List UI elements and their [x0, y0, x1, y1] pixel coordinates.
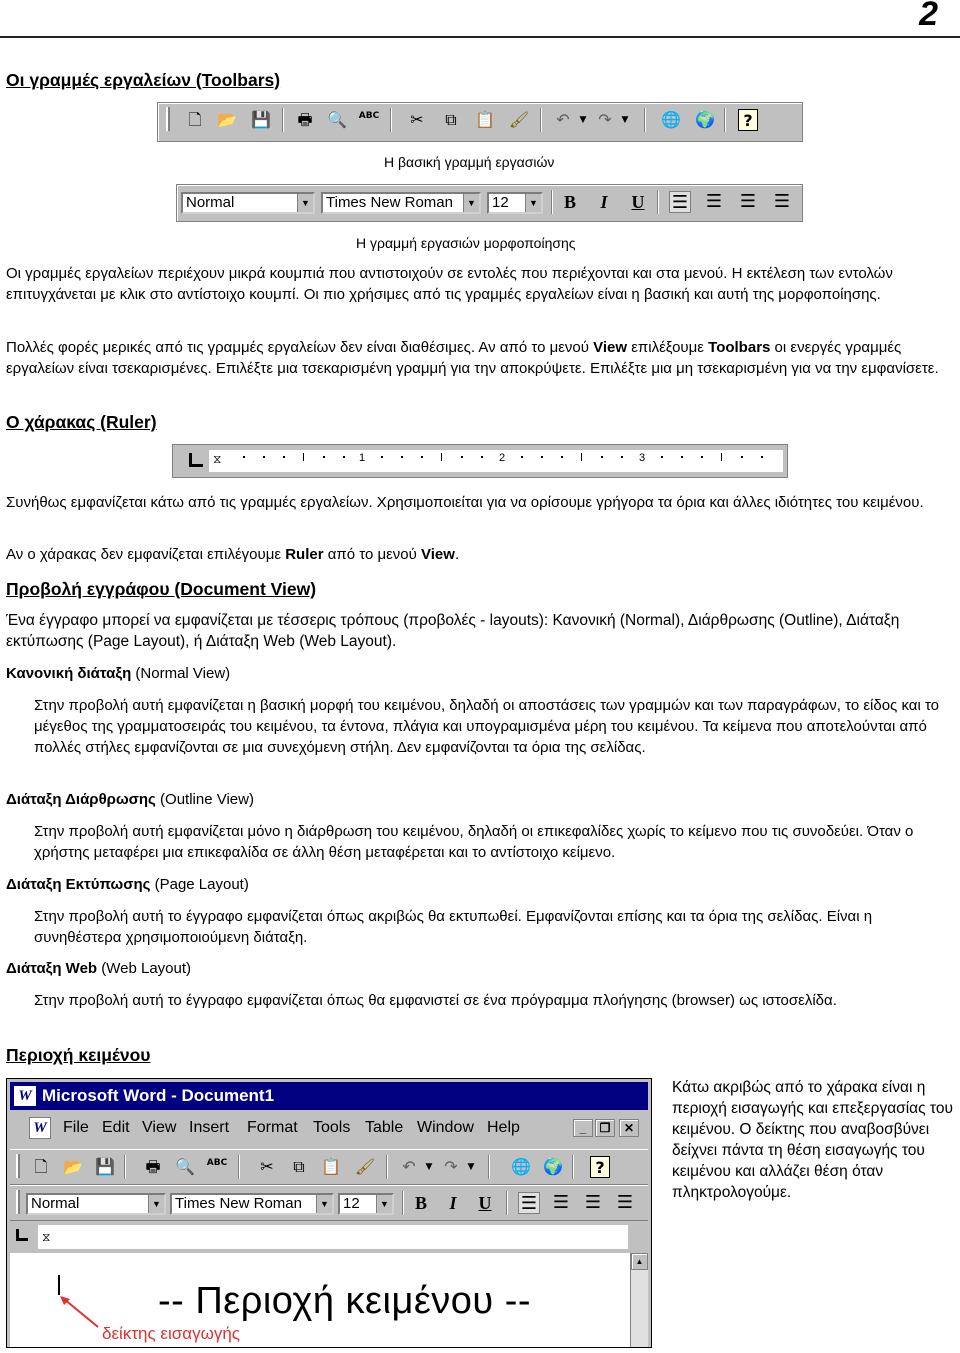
align-left-icon: ☰: [669, 191, 691, 213]
menu-file: File: [63, 1119, 89, 1136]
copy-icon: ⧉: [293, 1157, 305, 1176]
tab-stop-icon: [16, 1229, 28, 1241]
copy-icon: ⧉: [445, 110, 457, 129]
tab-stop-icon: [189, 453, 203, 467]
ruler-paragraph-1: Συνήθως εμφανίζεται κάτω από τις γραμμές εργαλείων. Χρησιμοποιείται για να ορίσουμε γρήγορα τα όρια και άλλες ιδιότητες του κειμένου.: [6, 494, 924, 511]
print-icon: 🖶: [297, 110, 313, 129]
undo-icon: ↶: [556, 110, 570, 129]
ruler-number: 1: [359, 452, 366, 464]
normal-view-text: Στην προβολή αυτή εμφανίζεται η βασική μορφή του κειμένου, δηλαδή οι αποστάσεις των γραμμών και των παραγράφων, το είδος και το μέγεθος της γραμματοσειράς του κειμένου, τα έντονα, πλάγια και υπογραμισμένα μέρη του κειμένου. Τα κείμενα που αποτελούνται από πολλές στήλες εμφανίζονται σε μια συνεχόμενη στήλη. Δεν εμφανίζονται τα όρια της σελίδας.: [34, 697, 939, 756]
print-layout-title: Διάταξη Εκτύπωσης (Page Layout): [6, 876, 249, 893]
normal-view-title: Κανονική διάταξη (Normal View): [6, 665, 231, 682]
word-logo-icon: W: [14, 1086, 36, 1106]
font-value: Times New Roman: [326, 194, 453, 211]
italic-icon: I: [600, 192, 608, 212]
formatting-toolbar-image: [176, 184, 803, 222]
print-layout-text: Στην προβολή αυτή το έγγραφο εμφανίζεται όπως ακριβώς θα εκτυπωθεί. Εμφανίζονται επίσης και τα όρια της σελίδας. Είναι η συνηθέστερα χρησιμοποιούμενη διάταξη.: [34, 908, 873, 946]
standard-toolbar-caption: Η βασική γραμμή εργασιών: [384, 154, 555, 170]
document-icon: W: [29, 1117, 51, 1139]
align-right-icon: ☰: [739, 191, 757, 212]
indent-marker-icon: ⧖: [213, 452, 222, 466]
justify-icon: ☰: [773, 191, 791, 212]
underline-icon: U: [478, 1193, 492, 1213]
ruler-image: [172, 444, 788, 478]
redo-icon: ↷: [598, 110, 612, 129]
redo-dropdown-icon: ▼: [467, 1162, 475, 1172]
document-view-heading: Προβολή εγγράφου (Document View): [6, 579, 317, 599]
hyperlink-icon: 🌐: [511, 1157, 531, 1176]
paste-icon: 📋: [321, 1157, 341, 1176]
spelling-icon: ABC: [358, 111, 380, 121]
close-icon: ✕: [619, 1119, 639, 1137]
new-document-icon: 🗋: [34, 1157, 48, 1176]
window-formatting-toolbar: [10, 1185, 648, 1221]
print-icon: 🖶: [145, 1157, 161, 1176]
style-combo: Normal ▼: [26, 1193, 166, 1215]
ruler-number: 3: [639, 452, 646, 464]
save-icon: 💾: [251, 110, 271, 129]
underline-icon: U: [631, 192, 645, 212]
spelling-icon: ABC: [206, 1158, 228, 1168]
pointer-arrow-icon: [50, 1293, 110, 1333]
toolbars-heading: Οι γραμμές εργαλείων (Toolbars): [6, 70, 281, 90]
cut-icon: ✂: [410, 110, 424, 129]
size-value: 12: [492, 194, 509, 211]
menu-window: Window: [417, 1119, 474, 1136]
hyperlink-icon: 🌐: [661, 110, 681, 129]
window-ruler: [10, 1223, 630, 1251]
document-area: [10, 1253, 630, 1347]
toolbars-paragraph-1: Οι γραμμές εργαλείων περιέχουν μικρά κουμπιά που αντιστοιχούν σε εντολές που περιέχονται και στα μενού. Η εκτέλεση των εντολών επιτυγχάνεται με κλικ στο αντίστοιχο κουμπί. Οι πιο χρήσιμες από τις γραμμές εργαλείων είναι η βασική και αυτή της μορφοποίησης.: [6, 265, 893, 303]
web-layout-title: Διάταξη Web (Web Layout): [6, 960, 192, 977]
save-icon: 💾: [95, 1157, 115, 1176]
text-area-heading: Περιοχή κειμένου: [6, 1045, 151, 1065]
vertical-scrollbar: [630, 1253, 648, 1347]
align-center-icon: ☰: [552, 1192, 570, 1213]
web-layout-text: Στην προβολή αυτή το έγγραφο εμφανίζεται όπως θα εμφανιστεί σε ένα πρόγραμμα πλοήγησης (browser) ως ιστοσελίδα.: [34, 992, 837, 1009]
undo-dropdown-icon: ▼: [425, 1162, 433, 1172]
bold-icon: B: [563, 192, 576, 212]
minimize-icon: _: [573, 1119, 593, 1137]
standard-toolbar-image: [157, 102, 803, 142]
outline-view-text: Στην προβολή αυτή εμφανίζεται μόνο η διάρθρωση του κειμένου, δηλαδή οι επικεφαλίδες χωρίς το κείμενο που τις συνοδεύει. Όταν ο χρήστης μεταφέρει μια επικεφαλίδα σε άλλη θέση μεταφέρεται και το αντίστοιχο κείμενο.: [34, 823, 914, 861]
text-area-caption: Κάτω ακριβώς από το χάρακα είναι η περιοχή εισαγωγής και επεξεργασίας του κειμένου. Ο δείκτης που αναβοσβύνει δείχνει πάντα τη θέση εισαγωγής του κειμένου και αλλάζει θέση όταν πληκτρολογούμε.: [672, 1079, 953, 1201]
outline-view-title: Διάταξη Διάρθρωσης (Outline View): [6, 791, 254, 808]
word-window-screenshot: [6, 1078, 652, 1348]
align-left-icon: ☰: [518, 1192, 540, 1214]
ruler-number: 2: [499, 452, 506, 464]
menu-tools: Tools: [313, 1119, 351, 1136]
scroll-up-icon: ▲: [631, 1253, 648, 1270]
redo-icon: ↷: [444, 1157, 458, 1176]
window-title-bar: [10, 1082, 648, 1110]
menu-edit: Edit: [102, 1119, 130, 1136]
document-text-area-label: -- Περιοχή κειμένου --: [158, 1280, 532, 1322]
window-standard-toolbar: [10, 1149, 648, 1185]
page-number: 2: [919, 0, 938, 33]
font-combo: [321, 192, 481, 214]
menu-help: Help: [487, 1119, 520, 1136]
help-icon: ?: [590, 1156, 610, 1178]
menu-format: Format: [247, 1119, 298, 1136]
window-title: Microsoft Word - Document1: [42, 1086, 275, 1105]
menu-table: Table: [365, 1119, 404, 1136]
undo-dropdown-icon: ▼: [579, 115, 587, 125]
align-center-icon: ☰: [705, 191, 723, 212]
style-combo: [181, 192, 315, 214]
style-value: Normal: [186, 194, 235, 211]
open-folder-icon: 📂: [63, 1157, 83, 1176]
chevron-down-icon: ▼: [525, 194, 541, 212]
redo-dropdown-icon: ▼: [621, 115, 629, 125]
restore-icon: ❐: [595, 1119, 615, 1137]
menu-insert: Insert: [189, 1119, 230, 1136]
justify-icon: ☰: [616, 1192, 634, 1213]
menu-view: View: [142, 1119, 177, 1136]
paste-icon: 📋: [475, 110, 495, 129]
italic-icon: I: [449, 1193, 457, 1213]
open-folder-icon: 📂: [217, 110, 237, 129]
size-combo: 12 ▼: [338, 1193, 394, 1215]
ruler-paragraph-2: Αν ο χάρακας δεν εμφανίζεται επιλέγουμε Ruler από το μενού View.: [6, 546, 460, 563]
size-combo: [487, 192, 543, 214]
format-painter-icon: 🖌: [354, 1157, 376, 1176]
web-toolbar-icon: 🌍: [695, 110, 715, 129]
insertion-cursor: [58, 1275, 60, 1295]
header-rule: [0, 36, 960, 38]
help-icon: ?: [738, 109, 758, 131]
formatting-toolbar-caption: Η γραμμή εργασιών μορφοποίησης: [356, 235, 576, 251]
insertion-pointer-label: δείκτης εισαγωγής: [102, 1324, 241, 1343]
bold-icon: B: [414, 1193, 427, 1213]
toolbars-paragraph-2: Πολλές φορές μερικές από τις γραμμές εργαλείων δεν είναι διαθέσιμες. Αν από το μενού View επιλέξουμε Toolbars οι ενεργές γραμμές εργαλείων είναι τσεκαρισμένες. Επιλέξτε μια τσεκαρισμένη γραμμή για την αποκρύψετε. Επιλέξτε μια μη τσεκαρισμένη για να την εμφανίσετε.: [6, 339, 939, 377]
print-preview-icon: 🔍: [327, 110, 347, 129]
print-preview-icon: 🔍: [175, 1157, 195, 1176]
new-document-icon: 🗋: [188, 110, 202, 129]
indent-marker-icon: ⧖: [42, 1230, 51, 1244]
font-combo: Times New Roman ▼: [170, 1193, 334, 1215]
format-painter-icon: 🖌: [508, 110, 530, 129]
undo-icon: ↶: [402, 1157, 416, 1176]
web-toolbar-icon: 🌍: [543, 1157, 563, 1176]
cut-icon: ✂: [260, 1157, 274, 1176]
chevron-down-icon: ▼: [297, 194, 313, 212]
ruler-heading: Ο χάρακας (Ruler): [6, 412, 157, 432]
document-view-intro: Ένα έγγραφο μπορεί να εμφανίζεται με τέσσερις τρόπους (προβολές - layouts): Κανονική (Normal), Διάρθρωσης (Outline), Διάταξη εκτύπωσης (Page Layout), ή Διάταξη Web (Web Layout).: [6, 612, 900, 650]
chevron-down-icon: ▼: [463, 194, 479, 212]
align-right-icon: ☰: [584, 1192, 602, 1213]
